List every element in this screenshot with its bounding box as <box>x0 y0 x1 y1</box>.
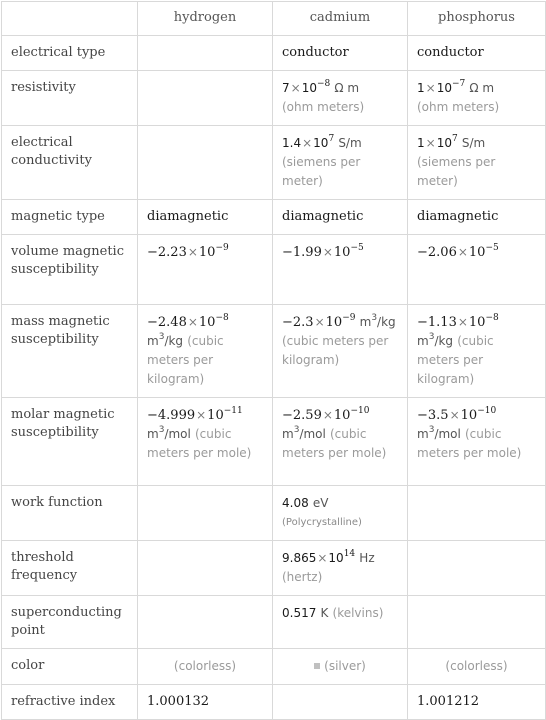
value-mantissa: 1.4 <box>282 136 302 150</box>
value-exponent: −5 <box>350 242 364 253</box>
value-unit: Ω m <box>469 81 495 95</box>
table-row <box>2 71 546 126</box>
cell-hydrogen <box>138 71 273 126</box>
corner-cell <box>2 2 138 36</box>
cell-phosphorus: $-2.06\times 10^{-5}$ <box>408 235 546 305</box>
column-header-phosphorus: phosphorus <box>408 2 546 36</box>
value-mantissa: 1 <box>417 136 425 150</box>
cell-cadmium: $-1.99\times 10^{-5}$ <box>273 235 408 305</box>
table-row <box>2 486 546 541</box>
value-unit: K <box>320 606 329 620</box>
value-mantissa: −4.999 <box>147 408 196 423</box>
value-unit: $m^3/kg$ <box>147 332 184 348</box>
row-label: threshold frequency <box>2 541 138 596</box>
value-mantissa: −2.48 <box>147 315 187 330</box>
value-mantissa: −2.23 <box>147 245 187 260</box>
table-row <box>2 398 546 486</box>
row-label: electrical conductivity <box>2 126 138 200</box>
cell-cadmium: $-2.3\times 10^{-9}$ $m^3/kg$ (cubic meters per kilogram) <box>273 305 408 398</box>
value-exponent: −10 <box>350 405 370 416</box>
unit-description: (ohm meters) <box>417 100 500 114</box>
cell-hydrogen <box>138 486 273 541</box>
row-label: electrical type <box>2 36 138 71</box>
cell-hydrogen: $-4.999\times 10^{-11}$ $m^3$/mol (cubic meters per mole) <box>138 398 273 486</box>
cell-hydrogen: 1.000132 <box>138 685 273 720</box>
table-row <box>2 649 546 685</box>
value-exponent: −10 <box>477 405 497 416</box>
unit-description: (siemens per meter) <box>417 155 496 188</box>
table-row <box>2 200 546 235</box>
value-number: 0.517 <box>282 606 317 620</box>
value-unit: S/m <box>338 136 362 150</box>
unit-description: (siemens per meter) <box>282 155 361 188</box>
color-swatch <box>314 663 320 669</box>
value-exponent: −9 <box>215 242 229 253</box>
value-exponent: −11 <box>223 405 243 416</box>
cell-cadmium <box>273 649 408 685</box>
cell-phosphorus: diamagnetic <box>408 200 546 235</box>
unit-description: (cubic meters per kilogram) <box>417 334 494 386</box>
value-unit: $m^3$/mol <box>417 425 461 441</box>
table-row <box>2 305 546 398</box>
cell-cadmium: diamagnetic <box>273 200 408 235</box>
cell-phosphorus: $1\times 10^7$ S/m (siemens per meter) <box>408 126 546 200</box>
table-row <box>2 235 546 305</box>
header-row <box>2 2 546 36</box>
value-mantissa: 1 <box>417 81 425 95</box>
cell-phosphorus: $-1.13\times 10^{-8}$ $m^3/kg$ (cubic meters per kilogram) <box>408 305 546 398</box>
value-exponent: −8 <box>485 312 499 323</box>
value-exponent: −9 <box>342 312 356 323</box>
row-label: color <box>2 649 138 685</box>
color-value: (colorless) <box>445 659 508 673</box>
value-mantissa: −2.59 <box>282 408 322 423</box>
value-unit: Ω m <box>334 81 360 95</box>
unit-description: (cubic meters per kilogram) <box>147 334 224 386</box>
value-exponent: 7 <box>451 133 458 144</box>
cell-cadmium: $7\times 10^{-8}$ Ω m (ohm meters) <box>273 71 408 126</box>
value-unit: $m^3/kg$ <box>417 332 454 348</box>
cell-cadmium: $9.865\times 10^{14}$ Hz (hertz) <box>273 541 408 596</box>
row-label: refractive index <box>2 685 138 720</box>
table-row <box>2 685 546 720</box>
value-unit: $m^3$/mol <box>147 425 191 441</box>
value-mantissa: 7 <box>282 81 290 95</box>
cell-hydrogen <box>138 36 273 71</box>
unit-description: (kelvins) <box>332 606 384 620</box>
cell-hydrogen <box>138 649 273 685</box>
cell-hydrogen: diamagnetic <box>138 200 273 235</box>
value-mantissa: −1.13 <box>417 315 457 330</box>
value-unit: $m^3$/mol <box>282 425 326 441</box>
row-label: volume magnetic susceptibility <box>2 235 138 305</box>
cell-cadmium: $-2.59\times 10^{-10}$ $m^3$/mol (cubic meters per mole) <box>273 398 408 486</box>
column-header-hydrogen: hydrogen <box>138 2 273 36</box>
cell-cadmium: $1.4\times 10^7$ S/m (siemens per meter) <box>273 126 408 200</box>
cell-phosphorus <box>408 486 546 541</box>
value-exponent: −8 <box>316 78 331 89</box>
row-label: mass magnetic susceptibility <box>2 305 138 398</box>
cell-cadmium <box>273 685 408 720</box>
cell-hydrogen <box>138 541 273 596</box>
cell-phosphorus: $1\times 10^{-7}$ Ω m (ohm meters) <box>408 71 546 126</box>
cell-phosphorus: $-3.5\times 10^{-10}$ $m^3$/mol (cubic meters per mole) <box>408 398 546 486</box>
value-exponent: 7 <box>328 133 335 144</box>
row-label: magnetic type <box>2 200 138 235</box>
column-header-cadmium: cadmium <box>273 2 408 36</box>
value-exponent: −8 <box>215 312 229 323</box>
row-label: molar magnetic susceptibility <box>2 398 138 486</box>
cell-cadmium <box>273 486 408 541</box>
value-mantissa: −2.06 <box>417 245 457 260</box>
cell-phosphorus: 1.001212 <box>408 685 546 720</box>
unit-description: (cubic meters per mole) <box>417 427 522 460</box>
value-mantissa: 9.865 <box>282 551 317 565</box>
cell-cadmium: conductor <box>273 36 408 71</box>
row-label: resistivity <box>2 71 138 126</box>
value-exponent: −5 <box>485 242 499 253</box>
row-label: superconducting point <box>2 596 138 649</box>
value-exponent: −7 <box>451 78 466 89</box>
cell-phosphorus <box>408 649 546 685</box>
value-mantissa: −1.99 <box>282 245 322 260</box>
value-mantissa: −3.5 <box>417 408 449 423</box>
table-row <box>2 541 546 596</box>
cell-hydrogen: $-2.48\times 10^{-8}$ $m^3/kg$ (cubic meters per kilogram) <box>138 305 273 398</box>
unit-description: (ohm meters) <box>282 100 365 114</box>
cell-phosphorus: conductor <box>408 36 546 71</box>
cell-phosphorus <box>408 541 546 596</box>
table-row <box>2 36 546 71</box>
unit-description: (cubic meters per kilogram) <box>282 334 389 367</box>
value-note: (Polycrystalline) <box>282 517 362 528</box>
cell-cadmium <box>273 596 408 649</box>
unit-description: (cubic meters per mole) <box>147 427 252 460</box>
color-value: (colorless) <box>173 659 237 673</box>
value-exponent: 14 <box>343 548 356 559</box>
value-mantissa: −2.3 <box>282 315 314 330</box>
row-label: work function <box>2 486 138 541</box>
value-unit: Hz <box>359 551 375 565</box>
cell-hydrogen <box>138 596 273 649</box>
cell-hydrogen: $-2.23\times 10^{-9}$ <box>138 235 273 305</box>
table-row <box>2 596 546 649</box>
cell-hydrogen <box>138 126 273 200</box>
unit-description: (cubic meters per mole) <box>282 427 387 460</box>
value-unit: $m^3/kg$ <box>359 313 396 329</box>
element-properties-table <box>1 1 546 720</box>
unit-description: (hertz) <box>282 570 323 584</box>
value-number: 4.08 <box>282 496 309 510</box>
value-unit: S/m <box>461 136 486 150</box>
value-unit: eV <box>312 496 329 510</box>
table-row <box>2 126 546 200</box>
cell-phosphorus <box>408 596 546 649</box>
color-value: (silver) <box>324 659 366 673</box>
